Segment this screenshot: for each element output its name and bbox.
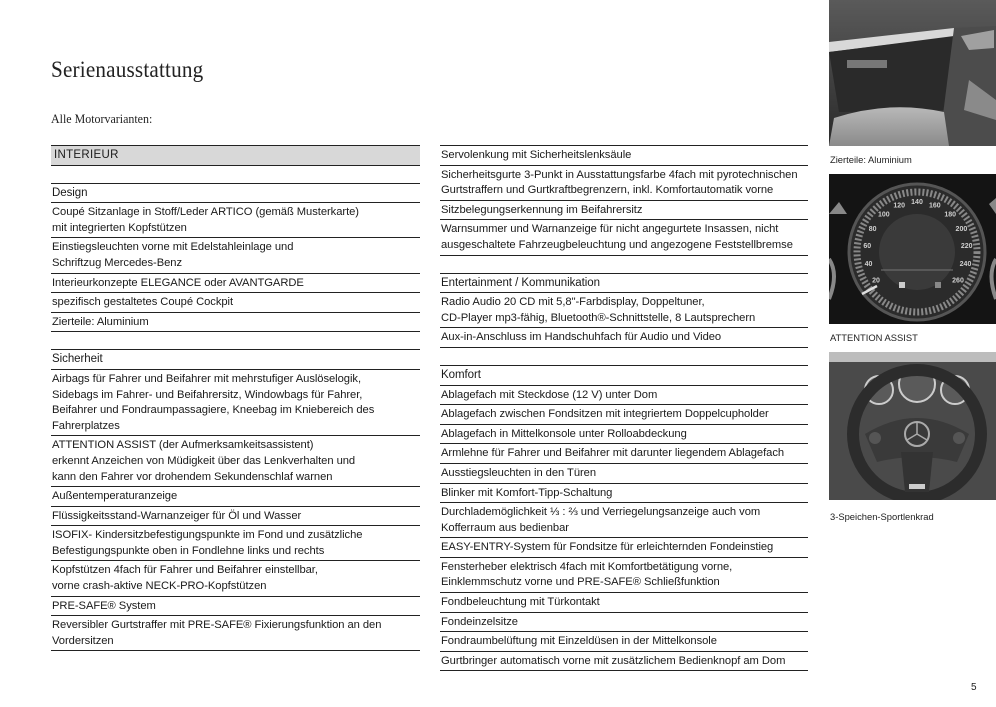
photo-caption: Zierteile: Aluminium bbox=[830, 154, 912, 165]
left-column bbox=[51, 145, 420, 651]
group-heading-komfort: Komfort bbox=[440, 365, 808, 385]
list-item: Flüssigkeitsstand-Warnanzeiger für Öl und Wasser bbox=[51, 506, 420, 526]
list-item: Fondbeleuchtung mit Türkontakt bbox=[440, 592, 808, 612]
list-item: Sitzbelegungserkennung im Beifahrersitz bbox=[440, 200, 808, 220]
gauge-label: 60 bbox=[863, 243, 872, 251]
photo-caption: 3-Speichen-Sportlenkrad bbox=[830, 511, 934, 522]
gauge-label: 140 bbox=[911, 199, 923, 206]
page-title: Serienausstattung bbox=[51, 57, 204, 82]
divider bbox=[440, 347, 808, 365]
section-header-interieur: INTERIEUR bbox=[51, 145, 420, 165]
divider bbox=[51, 331, 420, 349]
gauge-label: 120 bbox=[893, 202, 906, 210]
list-item: Interieurkonzepte ELEGANCE oder AVANTGARDE bbox=[51, 273, 420, 293]
list-item: Fensterheber elektrisch 4fach mit Komfortbetätigung vorne, Einklemmschutz vorne und PRE-SAFE® Schließfunktion bbox=[440, 557, 808, 592]
page-number: 5 bbox=[971, 682, 977, 693]
list-item: PRE-SAFE® System bbox=[51, 596, 420, 616]
list-item: Armlehne für Fahrer und Beifahrer mit darunter liegendem Ablagefach bbox=[440, 443, 808, 463]
list-item: Ablagefach zwischen Fondsitzen mit integriertem Doppelcupholder bbox=[440, 404, 808, 424]
gauge-label: 20 bbox=[872, 277, 880, 285]
gauge-label: 220 bbox=[960, 243, 973, 251]
gauge-label: 160 bbox=[928, 202, 941, 210]
list-item: Einstiegsleuchten vorne mit Edelstahleinlage und Schriftzug Mercedes-Benz bbox=[51, 237, 420, 272]
gauge-label: 240 bbox=[959, 261, 972, 269]
gauge-label: 40 bbox=[864, 261, 873, 269]
list-item: ISOFIX- Kindersitzbefestigungspunkte im Fond und zusätzliche Befestigungspunkte oben in Fondlehne links und rechts bbox=[51, 525, 420, 560]
list-item: Warnsummer und Warnanzeige für nicht angegurtete Insassen, nicht ausgeschaltete Fahrzeugbeleuchtung und angezogene Feststellbremse bbox=[440, 219, 808, 254]
group-heading-sicherheit: Sicherheit bbox=[51, 349, 420, 369]
photo-interior-trim bbox=[829, 0, 996, 146]
list-item: Durchlademöglichkeit ⅓ : ⅔ und Verriegelungsanzeige auch vom Kofferraum aus bedienbar bbox=[440, 502, 808, 537]
list-item: Aux-in-Anschluss im Handschuhfach für Audio und Video bbox=[440, 327, 808, 347]
list-item: spezifisch gestaltetes Coupé Cockpit bbox=[51, 292, 420, 312]
list-item: Airbags für Fahrer und Beifahrer mit mehrstufiger Auslöselogik, Sidebags im Fahrer- und Beifahrersitz, Windowbags für Fahrer, Beifahrer und Fondraumpassagiere, Kneebag im Kniebereich des Fahrerplatzes bbox=[51, 369, 420, 435]
list-item: EASY-ENTRY-System für Fondsitze für erleichternden Fondeinstieg bbox=[440, 537, 808, 557]
list-item: Radio Audio 20 CD mit 5,8"-Farbdisplay, Doppeltuner, CD-Player mp3-fähig, Bluetooth®-Schnittstelle, 8 Lautsprechern bbox=[440, 292, 808, 327]
list-item: Gurtbringer automatisch vorne mit zusätzlichem Bedienknopf am Dom bbox=[440, 651, 808, 672]
gauge-label: 80 bbox=[868, 225, 877, 233]
list-item: Sicherheitsgurte 3-Punkt in Ausstattungsfarbe 4fach mit pyrotechnischen Gurtstraffern und Gurtkraftbegrenzern, inkl. Komfortautomatik vorne bbox=[440, 165, 808, 200]
list-item: Außentemperaturanzeige bbox=[51, 486, 420, 506]
list-item: Servolenkung mit Sicherheitslenksäule bbox=[440, 145, 808, 165]
list-item: Kopfstützen 4fach für Fahrer und Beifahrer einstellbar, vorne crash-aktive NECK-PRO-Kopfstützen bbox=[51, 560, 420, 595]
photo-steering-wheel bbox=[829, 352, 996, 500]
gauge-label: 180 bbox=[944, 211, 957, 219]
list-item: Blinker mit Komfort-Tipp-Schaltung bbox=[440, 483, 808, 503]
gauge-label: 260 bbox=[952, 277, 964, 285]
list-item: Ablagefach mit Steckdose (12 V) unter Dom bbox=[440, 385, 808, 405]
divider bbox=[440, 255, 808, 273]
page-subtitle: Alle Motorvarianten: bbox=[51, 111, 153, 126]
list-item: Coupé Sitzanlage in Stoff/Leder ARTICO (gemäß Musterkarte) mit integrierten Kopfstützen bbox=[51, 202, 420, 237]
list-item: ATTENTION ASSIST (der Aufmerksamkeitsassistent) erkennt Anzeichen von Müdigkeit über das Lenkverhalten und kann den Fahrer vor drohendem Sekundenschlaf warnen bbox=[51, 435, 420, 486]
list-item: Zierteile: Aluminium bbox=[51, 312, 420, 332]
photo-instrument-cluster bbox=[829, 174, 996, 324]
right-column bbox=[440, 145, 808, 671]
gauge-label: 100 bbox=[877, 211, 890, 219]
group-heading-entertainment: Entertainment / Kommunikation bbox=[440, 273, 808, 293]
group-heading-design: Design bbox=[51, 183, 420, 203]
gauge-label: 200 bbox=[955, 225, 968, 233]
list-item: Reversibler Gurtstraffer mit PRE-SAFE® Fixierungsfunktion an den Vordersitzen bbox=[51, 615, 420, 651]
list-item: Ablagefach in Mittelkonsole unter Rolloabdeckung bbox=[440, 424, 808, 444]
list-item: Ausstiegsleuchten in den Türen bbox=[440, 463, 808, 483]
list-item: Fondeinzelsitze bbox=[440, 612, 808, 632]
list-item: Fondraumbelüftung mit Einzeldüsen in der Mittelkonsole bbox=[440, 631, 808, 651]
divider bbox=[51, 165, 420, 183]
photo-caption: ATTENTION ASSIST bbox=[830, 332, 918, 343]
